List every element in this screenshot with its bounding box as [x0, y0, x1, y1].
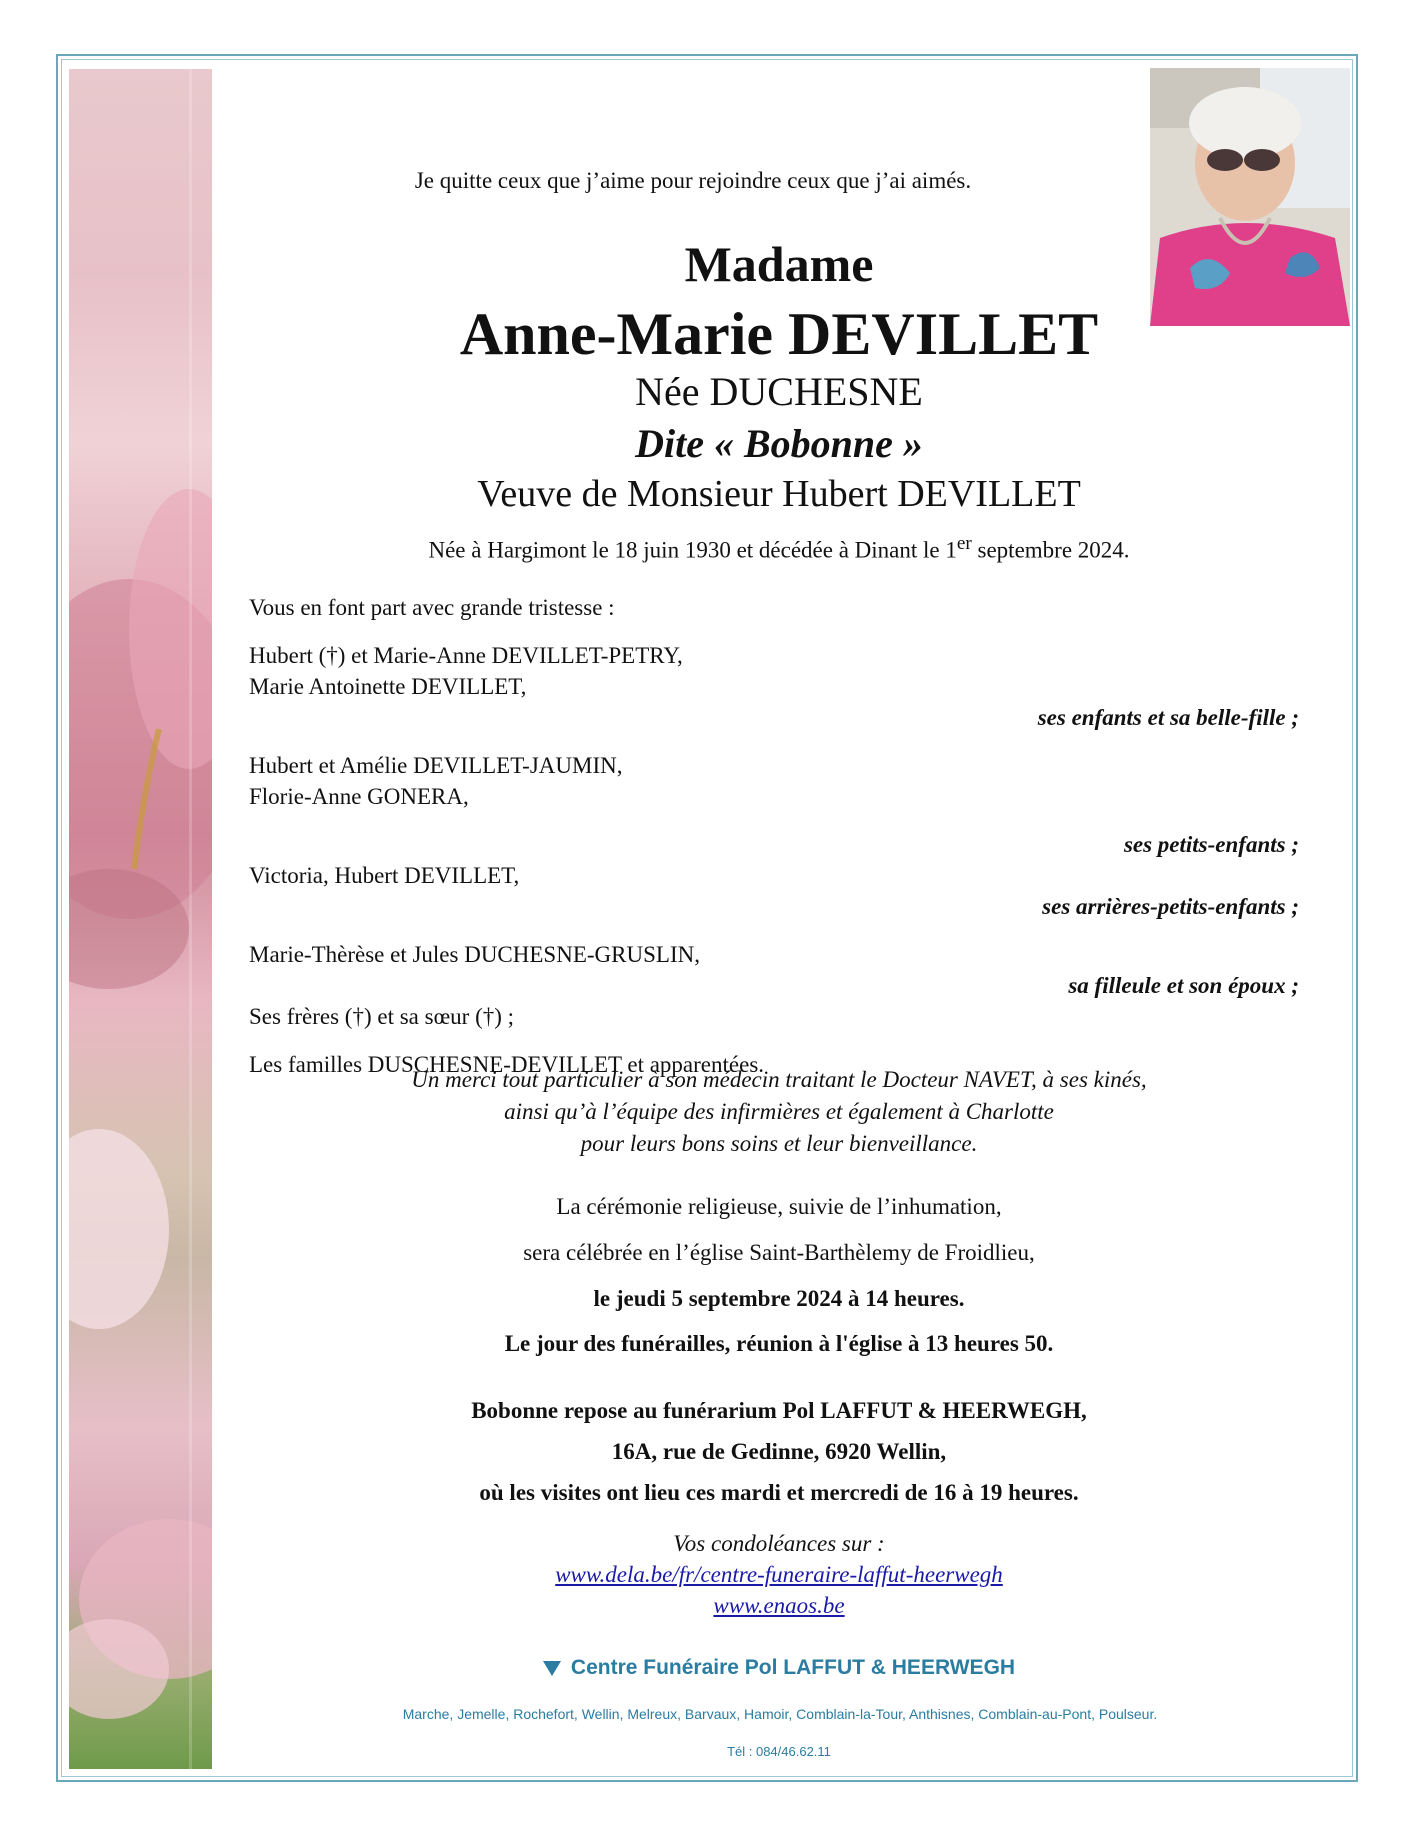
opening-quote: Je quitte ceux que j’aime pour rejoindre ceux que j’ai aimés. — [414, 168, 972, 193]
thanks-message: Un merci tout particulier à son médecin traitant le Docteur NAVET, à ses kinés, ainsi qu’à l’équipe des infirmières et également à Charlotte pour leurs bons soins et leur bienveillance. — [411, 1067, 1147, 1156]
maiden-name: Née DUCHESNE — [635, 369, 923, 414]
family-announcement — [249, 592, 1299, 1080]
birth-death-line: Née à Hargimont le 18 juin 1930 et décédée à Dinant le 1er septembre 2024. — [428, 533, 1130, 563]
family-line: Florie-Anne GONERA, — [249, 784, 469, 809]
family-line: Marie Antoinette DEVILLET, — [249, 674, 527, 699]
family-role: ses arrières-petits-enfants ; — [1042, 894, 1299, 919]
family-line: Victoria, Hubert DEVILLET, — [249, 863, 520, 888]
funerarium-info: Bobonne repose au funérarium Pol LAFFUT & HEERWEGH, 16A, rue de Gedinne, 6920 Wellin, où les visites ont lieu ces mardi et mercredi de 16 à 19 heures. — [471, 1398, 1087, 1505]
family-line: Ses frères (†) et sa sœur (†) ; — [249, 1004, 515, 1029]
footer-tel: Tél : 084/46.62.11 — [727, 1744, 831, 1759]
condolences-label: Vos condoléances sur : — [673, 1531, 885, 1556]
family-role: ses petits-enfants ; — [1123, 832, 1299, 857]
triangle-down-icon — [543, 1661, 561, 1676]
family-role: ses enfants et sa belle-fille ; — [1037, 705, 1299, 730]
widow-of: Veuve de Monsieur Hubert DEVILLET — [477, 473, 1081, 515]
family-line: Hubert et Amélie DEVILLET-JAUMIN, — [249, 753, 623, 778]
condolences — [248, 1528, 1310, 1621]
footer-places: Marche, Jemelle, Rochefort, Wellin, Melreux, Barvaux, Hamoir, Comblain-la-Tour, Anthisnes, Comblain-au-Pont, Poulseur. — [402, 1706, 1158, 1722]
condolences-link-dela[interactable]: www.dela.be/fr/centre-funeraire-laffut-heerwegh — [555, 1562, 1003, 1587]
nickname: Dite « Bobonne » — [635, 421, 923, 466]
family-line: Les familles DUSCHESNE-DEVILLET et apparentées. — [249, 1052, 765, 1077]
family-role: sa filleule et son époux ; — [1068, 973, 1299, 998]
footer-title: Centre Funéraire Pol LAFFUT & HEERWEGH — [248, 1656, 1310, 1680]
flower-image-strip — [69, 69, 212, 1769]
family-intro: Vous en font part avec grande tristesse : — [249, 595, 615, 620]
deceased-name: Anne-Marie DEVILLET — [459, 301, 1099, 367]
family-line: Marie-Thèrèse et Jules DUCHESNE-GRUSLIN, — [249, 942, 700, 967]
reunion-info: Le jour des funérailles, réunion à l'église à 13 heures 50. — [504, 1331, 1054, 1356]
condolences-link-enaos[interactable]: www.enaos.be — [713, 1593, 845, 1618]
family-line: Hubert (†) et Marie-Anne DEVILLET-PETRY, — [249, 643, 683, 668]
ceremony-info: La cérémonie religieuse, suivie de l’inhumation, sera célébrée en l’église Saint-Barthèlemy de Froidlieu, le jeudi 5 septembre 2024 à 14 heures. — [523, 1194, 1035, 1311]
title-madame: Madame — [684, 236, 874, 292]
